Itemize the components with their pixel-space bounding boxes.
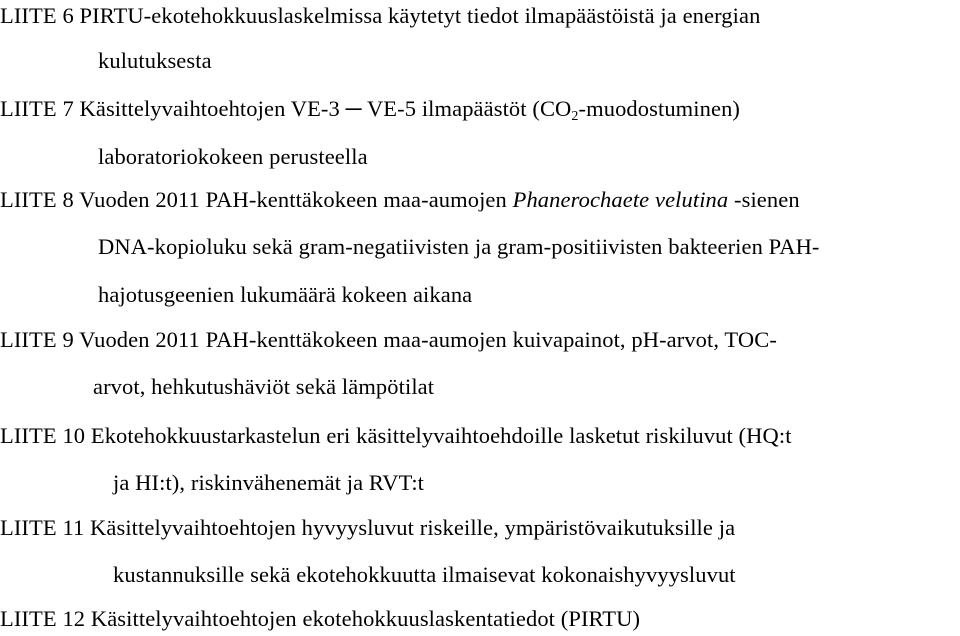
liite-7-text-post: -muodostuminen) (578, 96, 741, 121)
liite-8-text-post: -sienen (728, 187, 800, 212)
liite-7-title-line-2: laboratoriokokeen perusteella (98, 144, 368, 169)
liite-9-title-line-2: arvot, hehkutushäviöt sekä lämpötilat (93, 374, 435, 399)
liite-8-text-pre: LIITE 8 Vuoden 2011 PAH-kenttäkokeen maa-aumojen (0, 187, 513, 212)
liite-8-title-line-2: DNA-kopioluku sekä gram-negatiivisten ja gram-positiivisten bakteerien PAH- (98, 234, 820, 259)
liite-7-title-line-1 (0, 96, 740, 122)
liite-12-title-line-1: LIITE 12 Käsittelyvaihtoehtojen ekotehokkuuslaskentatiedot (PIRTU) (0, 606, 641, 631)
liite-6-title-line-1: LIITE 6 PIRTU-ekotehokkuuslaskelmissa käytetyt tiedot ilmapäästöistä ja energian (0, 3, 761, 28)
co2-subscript: 2 (571, 109, 579, 124)
species-name-italic: Phanerochaete velutina (512, 187, 729, 212)
liite-10-title-line-1: LIITE 10 Ekotehokkuustarkastelun eri käsittelyvaihtoehdoille lasketut riskiluvut (HQ:t (0, 423, 792, 448)
liite-11-title-line-2: kustannuksille sekä ekotehokkuutta ilmaisevat kokonaishyvyysluvut (113, 562, 736, 587)
liite-8-title-line-1 (0, 187, 800, 213)
liite-8-title-line-3: hajotusgeenien lukumäärä kokeen aikana (98, 282, 473, 307)
liite-11-title-line-1: LIITE 11 Käsittelyvaihtoehtojen hyvyysluvut riskeille, ympäristövaikutuksille ja (0, 515, 736, 540)
liite-7-text-pre: LIITE 7 Käsittelyvaihtoehtojen VE-3 ─ VE-5 ilmapäästöt (CO (0, 96, 572, 121)
liite-6-title-line-2: kulutuksesta (98, 48, 212, 73)
liite-9-title-line-1: LIITE 9 Vuoden 2011 PAH-kenttäkokeen maa-aumojen kuivapainot, pH-arvot, TOC- (0, 327, 777, 352)
liite-10-title-line-2: ja HI:t), riskinvähenemät ja RVT:t (113, 470, 425, 495)
